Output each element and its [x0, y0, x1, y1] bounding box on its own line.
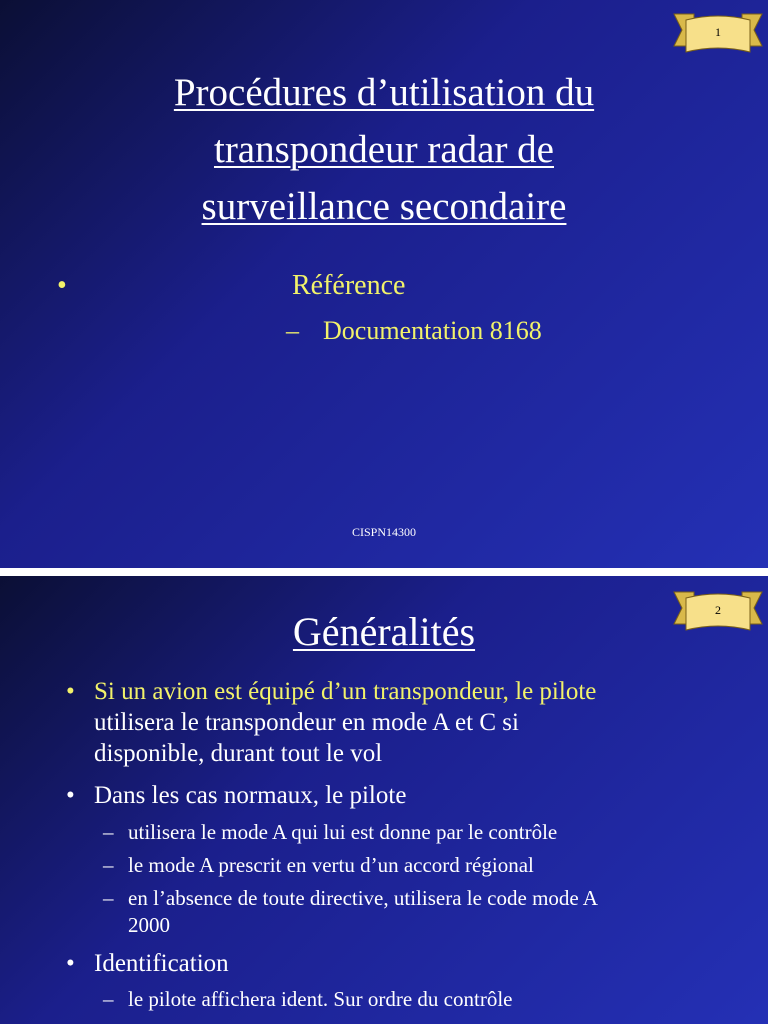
slide-footer: CISPN14300 [351, 525, 416, 539]
reference-heading: Référence [292, 270, 406, 301]
sub-item-2 [103, 852, 748, 879]
sub-item-3 [103, 885, 748, 939]
bullet-2-text: Dans les cas normaux, le pilote [94, 782, 407, 809]
sub-item-2-text: le mode A prescrit en vertu d’un accord régional [128, 853, 534, 877]
bullet-marker: • [57, 270, 67, 301]
title-line-2: transpondeur radar de [213, 128, 554, 171]
bullet-item-3 [66, 948, 744, 979]
slide-2 [0, 576, 768, 1024]
dash-marker: – [103, 853, 114, 877]
bullet-marker: • [66, 782, 75, 809]
bullet-1-line-2: utilisera le transpondeur en mode A et C si [94, 709, 519, 736]
bullet-1-line-1: Si un avion est équipé d’un transpondeur, le pilote [94, 678, 597, 705]
dash-marker: – [286, 316, 299, 345]
bullet-item-2 [66, 780, 744, 811]
title-line-3: surveillance secondaire [201, 185, 567, 228]
sub-item-4-text: le pilote affichera ident. Sur ordre du contrôle [128, 987, 513, 1011]
dash-marker: – [103, 820, 114, 844]
bullet-marker: • [66, 950, 75, 977]
title-text: Généralités [292, 609, 476, 654]
title-line-1: Procédures d’utilisation du [173, 71, 595, 114]
sub-item-3-line-2: 2000 [128, 913, 170, 937]
bullet-1-line-3: disponible, durant tout le vol [94, 740, 383, 767]
sub-item-1 [103, 819, 748, 846]
slide-number-badge [672, 12, 764, 58]
dash-marker: – [103, 886, 114, 910]
bullet-marker: • [66, 678, 75, 705]
dash-marker: – [103, 987, 114, 1011]
slide-title [0, 606, 768, 658]
slide-number: 1 [715, 25, 721, 39]
sub-item-3-line-1: en l’absence de toute directive, utilisera le code mode A [128, 886, 598, 910]
bullet-item-1 [66, 676, 744, 769]
slide-number: 2 [715, 603, 721, 617]
sub-item-1-text: utilisera le mode A qui lui est donne par le contrôle [128, 820, 558, 844]
bullet-3-text: Identification [94, 950, 229, 977]
sub-item-4 [103, 986, 748, 1013]
slide-title [0, 64, 768, 235]
documentation-item: Documentation 8168 [323, 316, 542, 345]
